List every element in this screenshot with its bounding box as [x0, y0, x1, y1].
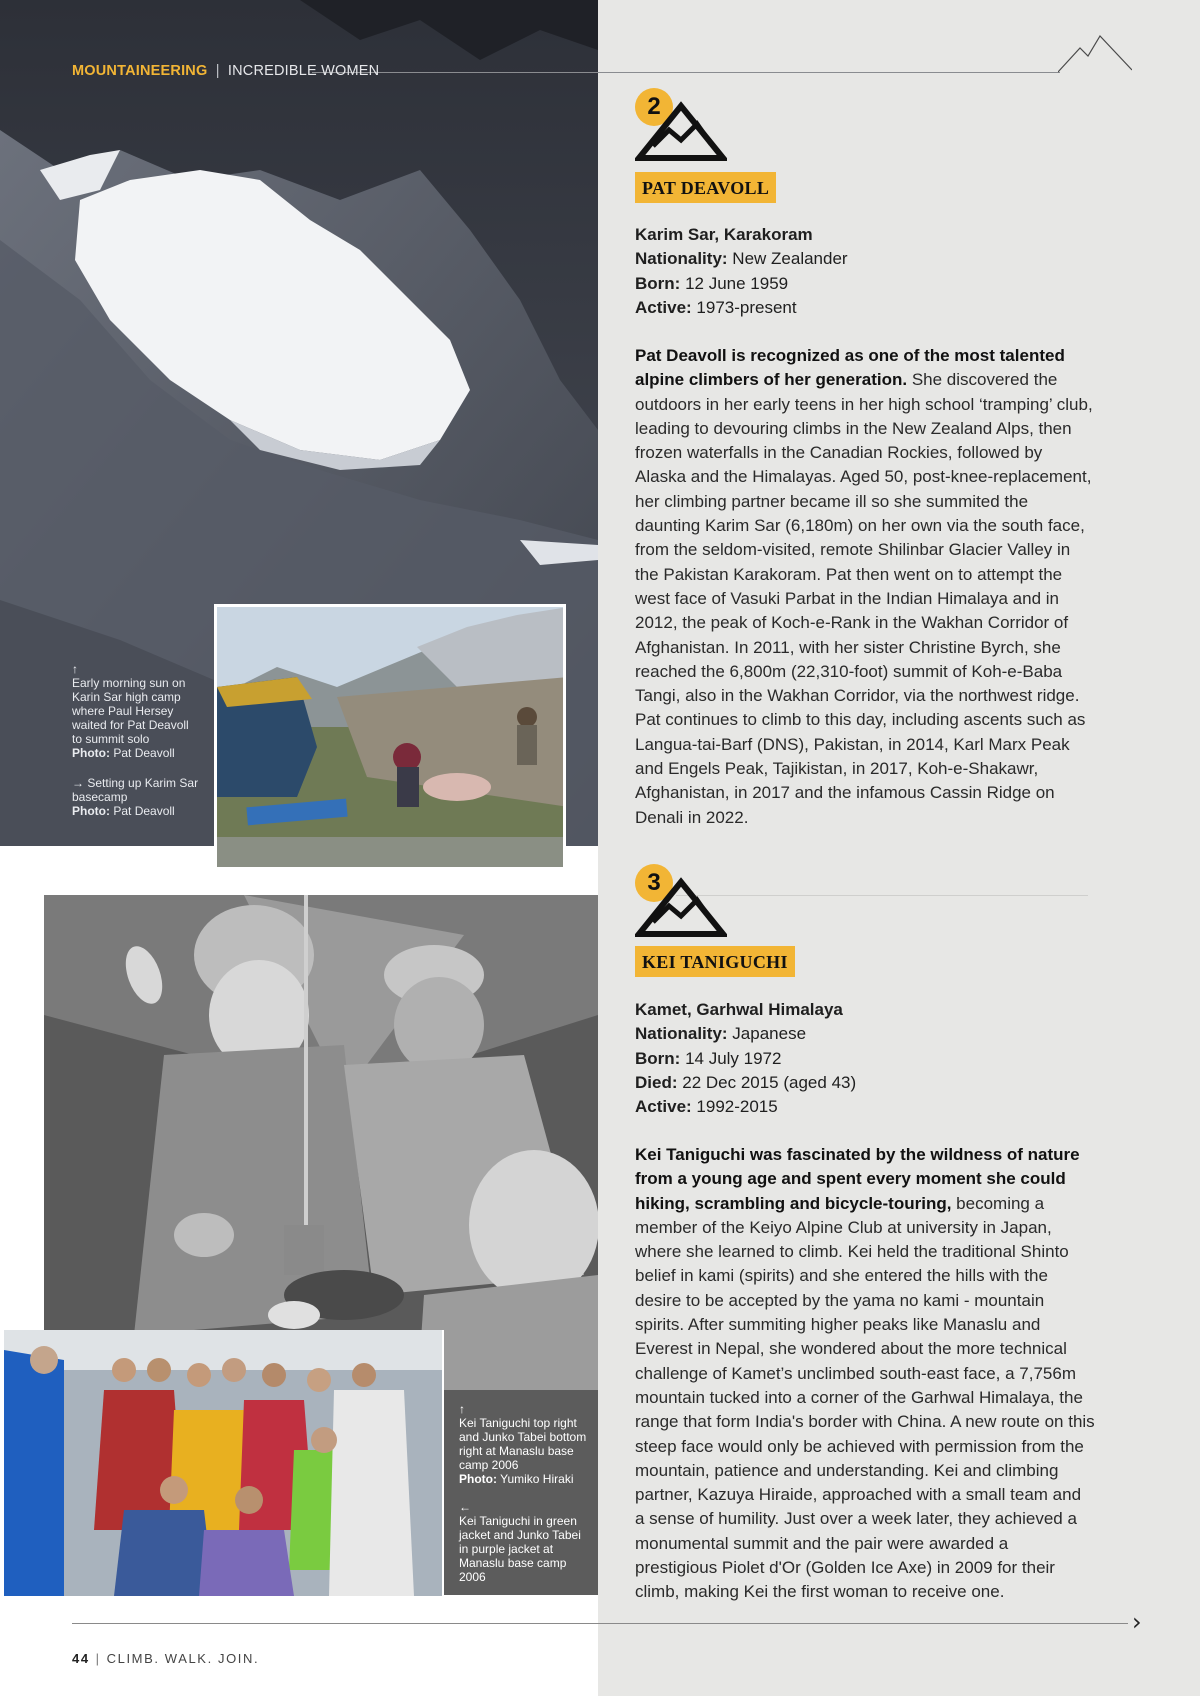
entry-died: Died: 22 Dec 2015 (aged 43): [635, 1072, 857, 1092]
entry-nationality: Nationality: New Zealander: [635, 249, 848, 269]
entry-nationality: Nationality: Japanese: [635, 1024, 807, 1044]
entry-body-text: She discovered the outdoors in her early teens in her high school ‘tramping’ club, leading to devouring climbs in the New Zealand Alps, then frozen waterfalls in the Canadian Rockies, followed by Alaska and the Himalayas. Aged 50, post-knee-replacement, her climbing partner became ill so she summited the daunting Karim Sar (6,180m) on her own via the south face, from the seldom-visited, remote Shilinbar Glacier Valley in the Pakistan Karakoram. Pat then went on to attempt the west face of Vasuki Parbat in the Indian Himalaya and in 2012, the peak of Koch-e-Rank in the Wakhan Corridor of Afghanistan. In 2011, with her sister Christine Byrch, she reached the 6,800m (22,310-foot) summit of Koh-e-Baba Tangi, also in the Wakhan Corridor, via the northwest ridge. Pat continues to climb to this day, including ascents such as Langua-tai-Barf (DNS), Pakistan, in 2014, Karl Marx Peak and Engels Peak, Tajikistan, in 2017, Koh-e-Shakawr, Afghanistan, in 2017 and the infamous Cassin Ridge on Denali in 2022.: [635, 370, 1093, 827]
caption-arrow-up: ↑: [72, 662, 78, 676]
caption-text: Early morning sun on Karin Sar high camp where Paul Hersey waited for Pat Deavoll to summit solo: [72, 676, 189, 746]
next-arrow-icon[interactable]: ›: [1132, 1608, 1142, 1636]
entry-body-text: becoming a member of the Keiyo Alpine Club at university in Japan, where she learned to climb. Kei held the traditional Shinto belief in kami (spirits) and she entered the hills with the desire to be accepted by the yama no kami - mountain spirits. After summiting higher peaks like Manaslu and Everest in Nepal, she wondered about the more technical challenge of Kamet’s unclimbed south-east face, a 7,756m mountain tucked into a corner of the Garhwal Himalaya, the range that form India's border with China. A new route on this steep face would only be achieved with permission from the mountain, patience and understanding. Kei and climbing partner, Kazuya Hiraide, approached with a small team and a sense of humility. Just over a week later, they achieved a monumental summit and the pair were awarded a prestigious Piolet d'Or (Golden Ice Axe) in 2009 for their climb, making Kei the first woman to receive one.: [635, 1193, 1095, 1602]
header-section: MOUNTAINEERING: [72, 63, 208, 79]
footer-separator: |: [95, 1651, 101, 1666]
entry-divider: [676, 895, 1088, 896]
entry-name-tag: PAT DEAVOLL: [635, 172, 776, 203]
caption-basecamp: [72, 776, 202, 818]
caption-high-camp: [72, 662, 202, 760]
entry-facts: [635, 223, 848, 320]
page-footer: [72, 1651, 259, 1666]
entry-lead: Pat Deavoll is recognized as one of the most talented alpine climbers of her generation.: [635, 346, 1065, 390]
entry-badge: [635, 88, 735, 166]
entry-name-tag: KEI TANIGUCHI: [635, 946, 795, 977]
entry-facts: [635, 998, 856, 1119]
footer-tagline: CLIMB. WALK. JOIN.: [106, 1651, 260, 1666]
page-number: 44: [72, 1651, 90, 1666]
caption-text: → Setting up Karim Sar basecamp: [72, 776, 199, 804]
header-subtitle: INCREDIBLE WOMEN: [227, 63, 380, 79]
caption-arrow-up: ↑: [459, 1402, 465, 1416]
caption-text: Kei Taniguchi top right and Junko Tabei bottom right at Manaslu base camp 2006: [459, 1416, 587, 1472]
caption-arrow-left: ←: [459, 1500, 471, 1514]
caption-text: Kei Taniguchi in green jacket and Junko Tabei in purple jacket at Manaslu base camp 2006: [459, 1514, 581, 1584]
entry-body: [635, 1143, 1095, 1605]
entry-number: 3: [635, 864, 673, 902]
entry-number: 2: [635, 88, 673, 126]
entry-location: Karim Sar, Karakoram: [635, 225, 813, 244]
mountain-icon: [635, 876, 727, 938]
entry-born: Born: 12 June 1959: [635, 273, 789, 293]
header-rule: [312, 72, 1060, 73]
caption-credit: Photo: Yumiko Hiraki: [459, 1472, 574, 1486]
caption-manaslu: [459, 1402, 591, 1486]
entry-badge: [635, 864, 735, 942]
header-separator: |: [215, 63, 220, 79]
entry-location: Kamet, Garhwal Himalaya: [635, 1000, 843, 1019]
entry-lead: Kei Taniguchi was fascinated by the wildness of nature from a young age and spent every moment she could hiking, scrambling and bicycle-touring,: [635, 1145, 1080, 1213]
entry-active: Active: 1973-present: [635, 297, 797, 317]
entry-body: [635, 344, 1095, 830]
caption-green-jacket: [459, 1500, 591, 1584]
running-header: [72, 63, 379, 79]
entry-active: Active: 1992-2015: [635, 1097, 778, 1117]
mountain-icon: [635, 100, 727, 162]
caption-credit: Photo: Pat Deavoll: [72, 804, 175, 818]
footer-rule: [72, 1623, 1128, 1624]
group-photo: [4, 1330, 444, 1596]
basecamp-photo: [214, 604, 566, 870]
caption-credit: Photo: Pat Deavoll: [72, 746, 175, 760]
peak-outline-icon: [1058, 34, 1132, 74]
entry-born: Born: 14 July 1972: [635, 1048, 782, 1068]
